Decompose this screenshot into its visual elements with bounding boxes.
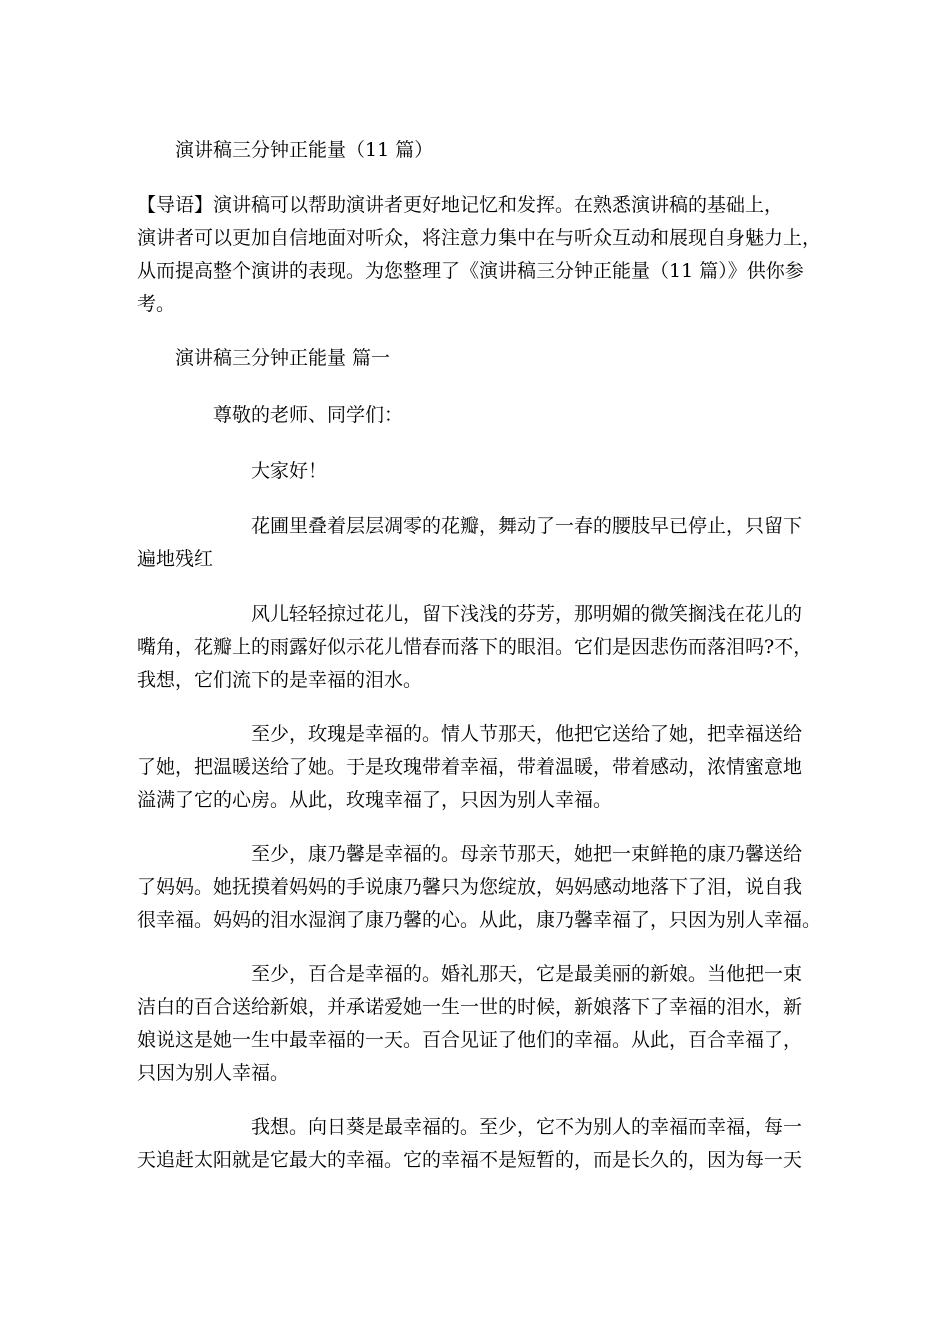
paragraph-line: 溢满了它的心房。从此，玫瑰幸福了，只因为别人幸福。: [137, 789, 613, 811]
intro-line: 【导语】演讲稿可以帮助演讲者更好地记忆和发挥。在熟悉演讲稿的基础上，: [137, 194, 784, 216]
paragraph-line: 我想，它们流下的是幸福的泪水。: [137, 669, 423, 691]
paragraph-line: 至少，玫瑰是幸福的。情人节那天，他把它送给了她，把幸福送给: [251, 723, 803, 745]
paragraph-line: 我想。向日葵是最幸福的。至少，它不为别人的幸福而幸福，每一: [251, 1116, 803, 1138]
paragraph-line: 嘴角，花瓣上的雨露好似示花儿惜春而落下的眼泪。它们是因悲伤而落泪吗?不，: [137, 636, 813, 658]
intro-line: 从而提高整个演讲的表现。为您整理了《演讲稿三分钟正能量（11 篇）》供你参: [137, 260, 804, 282]
paragraph-line: 花圃里叠着层层凋零的花瓣，舞动了一春的腰肢早已停止，只留下: [251, 515, 803, 537]
intro-line: 演讲者可以更加自信地面对听众，将注意力集中在与听众互动和展现自身魅力上，: [137, 227, 822, 249]
paragraph-line: 洁白的百合送给新娘，并承诺爱她一生一世的时候，新娘落下了幸福的泪水，新: [137, 996, 803, 1018]
paragraph-line: 风儿轻轻掠过花儿，留下浅浅的芬芳，那明媚的微笑搁浅在花儿的: [251, 603, 803, 625]
paragraph-line: 只因为别人幸福。: [137, 1062, 290, 1084]
section-heading: 演讲稿三分钟正能量 篇一: [175, 347, 391, 369]
paragraph-line: 遍地残红: [137, 548, 214, 570]
paragraph-line: 至少，康乃馨是幸福的。母亲节那天，她把一束鲜艳的康乃馨送给: [251, 843, 803, 865]
paragraph-line: 了她，把温暖送给了她。于是玫瑰带着幸福，带着温暖，带着感动，浓情蜜意地: [137, 756, 803, 778]
document-title: 演讲稿三分钟正能量（11 篇）: [175, 139, 434, 161]
paragraph-line: 娘说这是她一生中最幸福的一天。百合见证了他们的幸福。从此，百合幸福了，: [137, 1029, 803, 1051]
salutation: 尊敬的老师、同学们：: [213, 404, 404, 426]
paragraph-line: 至少，百合是幸福的。婚礼那天，它是最美丽的新娘。当他把一束: [251, 963, 803, 985]
greeting: 大家好！: [251, 460, 328, 482]
paragraph-line: 很幸福。妈妈的泪水湿润了康乃馨的心。从此，康乃馨幸福了，只因为别人幸福。: [137, 909, 822, 931]
intro-line: 考。: [137, 293, 176, 315]
paragraph-line: 天追赶太阳就是它最大的幸福。它的幸福不是短暂的，而是长久的，因为每一天: [137, 1149, 803, 1171]
paragraph-line: 了妈妈。她抚摸着妈妈的手说康乃馨只为您绽放，妈妈感动地落下了泪，说自我: [137, 876, 803, 898]
